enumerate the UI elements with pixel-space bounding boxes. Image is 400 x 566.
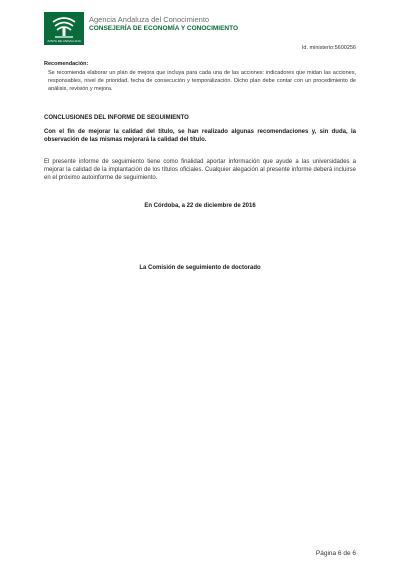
- recommendation-label: Recomendación:: [44, 61, 89, 67]
- conclusions-title: CONCLUSIONES DEL INFORME DE SEGUIMIENTO: [44, 115, 189, 121]
- department-name: CONSEJERÍA DE ECONOMÍA Y CONOCIMIENTO: [89, 25, 239, 32]
- page-header: [44, 12, 238, 45]
- conclusions-bold-paragraph: Con el fin de mejorar la calidad del título, se han realizado algunas recomendaciones y, sin duda, la observación de las mismas mejorará la calidad del título.: [44, 129, 356, 143]
- document-id: Id. ministerio:5600256: [301, 45, 356, 51]
- agency-block: [89, 15, 238, 33]
- recommendation-section: [44, 61, 356, 93]
- logo-caption: JUNTA DE ANDALUCIA: [47, 39, 81, 43]
- conclusions-paragraph: El presente informe de seguimiento tiene como finalidad aportar información que ayude a las universidades a mejorar la calidad de la implantación de los títulos oficiales. Cualquier alegación al presente informe deberá incluirse en el próximo autoinforme de seguimiento.: [44, 159, 356, 181]
- signature-line: La Comisión de seguimiento de doctorado: [139, 265, 261, 271]
- agency-name: Agencia Andaluza del Conocimiento: [89, 15, 210, 24]
- page-number: Página 6 de 6: [315, 550, 356, 557]
- junta-andalucia-logo: [44, 12, 84, 45]
- recommendation-text: Se recomienda elaborar un plan de mejora que incluya para cada una de las acciones: indicadores que midan las acciones, responsables, nivel de prioridad, fecha de consecución y temporalización. Dicho plan debe contar con un procedimiento de análisis, revisión y mejora.: [48, 70, 356, 92]
- place-date: En Córdoba, a 22 de diciembre de 2016: [144, 203, 256, 209]
